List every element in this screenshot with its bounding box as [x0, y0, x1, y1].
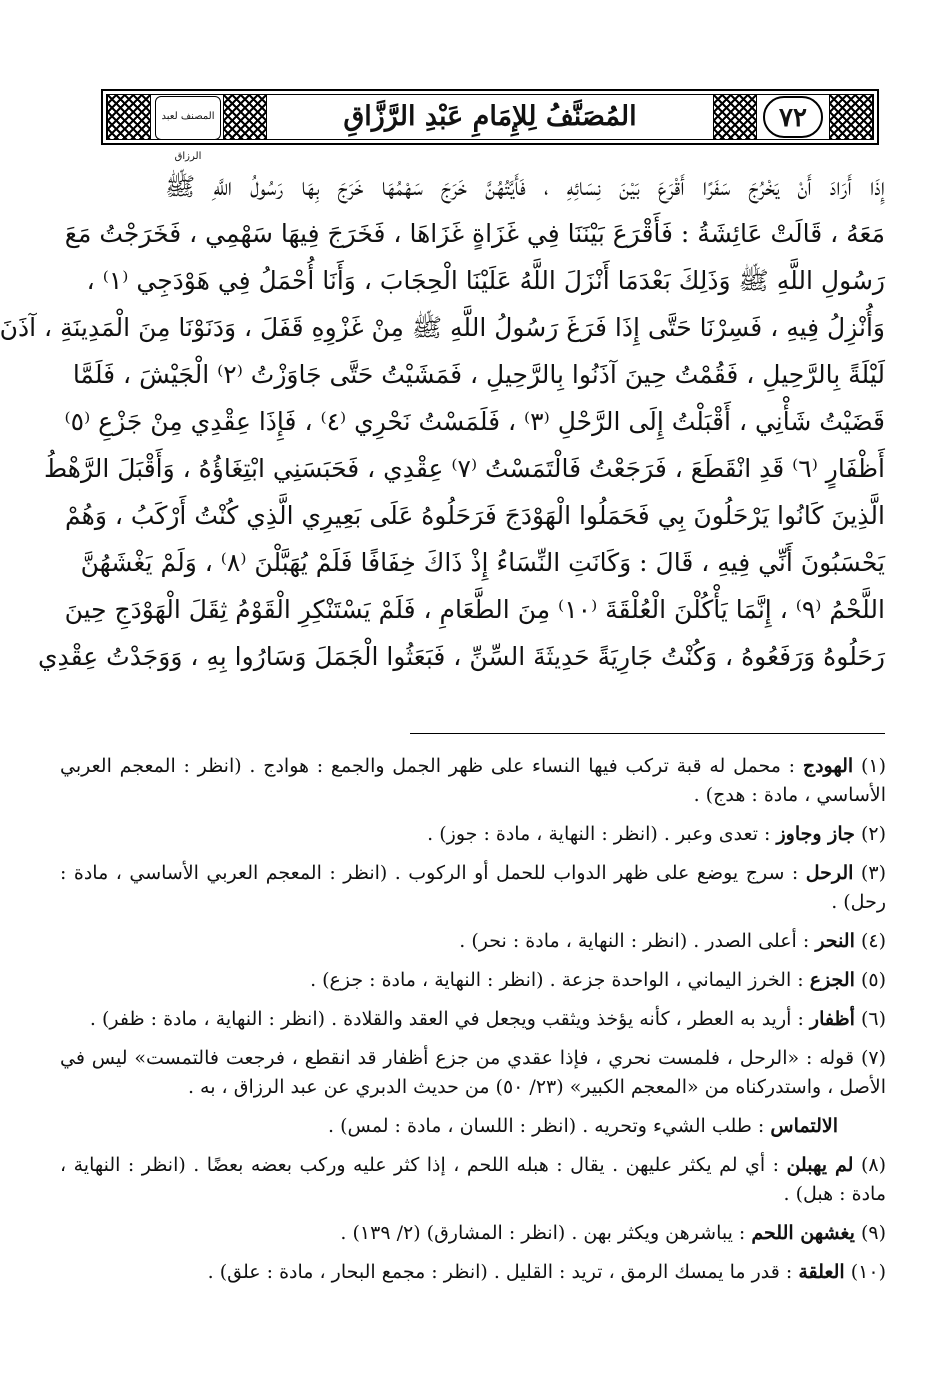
text-line: لَيْلَةً بِالرَّحِيلِ ، فَقُمْتُ حِينَ آذَنُوا بِالرَّحِيلِ ، فَمَشَيْتُ حَتَّى جَاوَزْتُ ⁽٢⁾ الْجَيْشَ ، فَلَمَّا	[72, 360, 885, 389]
footnote: (١) الهودج : محمل له قبة تركب فيها النساء على ظهر الجمل والجمع : هوادج . (انظر : المعجم العربي الأساسي ، مادة : هدج) .	[60, 755, 886, 806]
footnote: (٩) يغشهن اللحم : يباشرهن ويكثر بهن . (انظر : المشارق) (٢/ ١٣٩) .	[340, 1222, 886, 1244]
page-header	[101, 89, 879, 162]
text-line: إِذَا أَرَادَ أَنْ يَخْرُجَ سَفَرًا أَقْرَعَ بَيْنَ نِسَائِهِ ، فَأَيَّتُهُنَّ خَرَجَ سَهْمُهَا خَرَجَ بِهَا رَسُولُ اللَّهِ ﷺ	[165, 172, 885, 201]
text-line: رَسُولِ اللَّهِ ﷺ وَذَلِكَ بَعْدَمَا أَنْزَلَ اللَّهُ عَلَيْنَا الْحِجَابَ ، وَأَنَا أُحْمَلُ فِي هَوْدَجِي ⁽١⁾ ،	[86, 266, 885, 295]
text-line: وَأُنْزِلُ فِيهِ ، فَسِرْنَا حَتَّى إِذَا فَرَغَ رَسُولُ اللَّهِ ﷺ مِنْ غَزْوِهِ قَفَلَ ، وَدَنَوْنَا مِنَ الْمَدِينَةِ ، آذَنَ	[0, 313, 885, 342]
page-number: ٧٢	[763, 96, 823, 138]
footnotes	[60, 752, 886, 1297]
ornament-icon	[713, 94, 757, 140]
footnote: (٥) الجزع : الخرز اليماني ، الواحدة جزعة . (انظر : النهاية ، مادة : جزع) .	[310, 969, 886, 991]
ornament-icon	[107, 94, 151, 140]
footnote: (٤) النحر : أعلى الصدر . (انظر : النهاية ، مادة : نحر) .	[459, 930, 886, 952]
seal-logo: المصنف لعبد الرزاق	[155, 96, 221, 140]
footnote: (٧) قوله : «الرحل ، فلمست نحري ، فإذا عقدي من جزع أظفار قد انقطع ، فرجعت فالتمست» ليس في الأصل ، واستدركناه من «المعجم الكبير» (٢٣/ ٥٠) من حديث الدبري عن عبد الرزاق ، به .	[60, 1047, 886, 1098]
text-line: الَّذِينَ كَانُوا يَرْحَلُونَ بِي فَحَمَلُوا الْهَوْدَجَ فَرَحَلُوهُ عَلَى بَعِيرِي الَّذِي كُنْتُ أَرْكَبُ ، وَهُمْ	[65, 501, 885, 530]
ornament-icon	[829, 94, 873, 140]
footnote: (١٠) العلقة : قدر ما يمسك الرمق ، تريد : القليل . (انظر : مجمع البحار ، مادة : علق) .	[207, 1261, 886, 1283]
ornament-icon	[223, 94, 267, 140]
footnote: (٣) الرحل : سرج يوضع على ظهر الدواب للحمل أو الركوب . (انظر : المعجم العربي الأساسي ، مادة : رحل) .	[60, 862, 886, 913]
main-text	[0, 163, 885, 680]
text-line: اللَّحْمُ ⁽٩⁾ ، إِنَّمَا يَأْكُلْنَ الْعُلْقَةَ ⁽١٠⁾ مِنَ الطَّعَامِ ، فَلَمْ يَسْتَنْكِرِ الْقَوْمُ ثِقَلَ الْهَوْدَجِ حِينَ	[64, 595, 885, 624]
footnote: الالتماس : طلب الشيء وتحريه . (انظر : اللسان ، مادة : لمس) .	[328, 1115, 838, 1137]
footnote: (٢) جاز وجاوز : تعدى وعبر . (انظر : النهاية ، مادة : جوز) .	[427, 823, 886, 845]
footnote: (٨) لم يهبلن : أي لم يكثر عليهن . يقال : هبله اللحم ، إذا كثر عليه وركب بعضه بعضًا . (انظر : النهاية ، مادة : هبل) .	[60, 1154, 886, 1205]
text-line: يَحْسَبُونَ أَنِّي فِيهِ ، قَالَ : وَكَانَتِ النِّسَاءُ إِذْ ذَاكَ خِفَافًا فَلَمْ يُهَبَّلْنَ ⁽٨⁾ ، وَلَمْ يَغْشَهُنَّ	[80, 548, 885, 577]
book-title: المُصَنَّفُ لِلإِمَامِ عَبْدِ الرَّزَّاقِ	[343, 101, 637, 132]
footnote: (٦) أظفار : أريد به العطر ، كأنه يؤخذ ويثقب ويجعل في العقد والقلادة . (انظر : النهاية ، مادة : ظفر) .	[89, 1008, 886, 1030]
text-line: قَضَيْتُ شَأْنِي ، أَقْبَلْتُ إِلَى الرَّحْلِ ⁽٣⁾ ، فَلَمَسْتُ نَحْرِي ⁽٤⁾ ، فَإِذَا عِقْدِي مِنْ جَزْعِ ⁽٥⁾	[64, 407, 885, 436]
text-line: مَعَهُ ، قَالَتْ عَائِشَةُ : فَأَقْرَعَ بَيْنَنَا فِي غَزَاةٍ غَزَاهَا ، فَخَرَجَ فِيهَا سَهْمِي ، فَخَرَجْتُ مَعَ	[64, 219, 885, 248]
text-line: أَظْفَارٍ ⁽٦⁾ قَدِ انْقَطَعَ ، فَرَجَعْتُ فَالْتَمَسْتُ ⁽٧⁾ عِقْدِي ، فَحَبَسَنِي ابْتِغَاؤُهُ ، وَأَقْبَلَ الرَّهْطُ	[44, 454, 885, 483]
text-line: رَحَلُوهُ وَرَفَعُوهُ ، وَكُنْتُ جَارِيَةً حَدِيثَةَ السِّنِّ ، فَبَعَثُوا الْجَمَلَ وَسَارُوا بِهِ ، وَوَجَدْتُ عِقْدِي	[37, 642, 885, 671]
footnote-separator	[410, 733, 885, 734]
